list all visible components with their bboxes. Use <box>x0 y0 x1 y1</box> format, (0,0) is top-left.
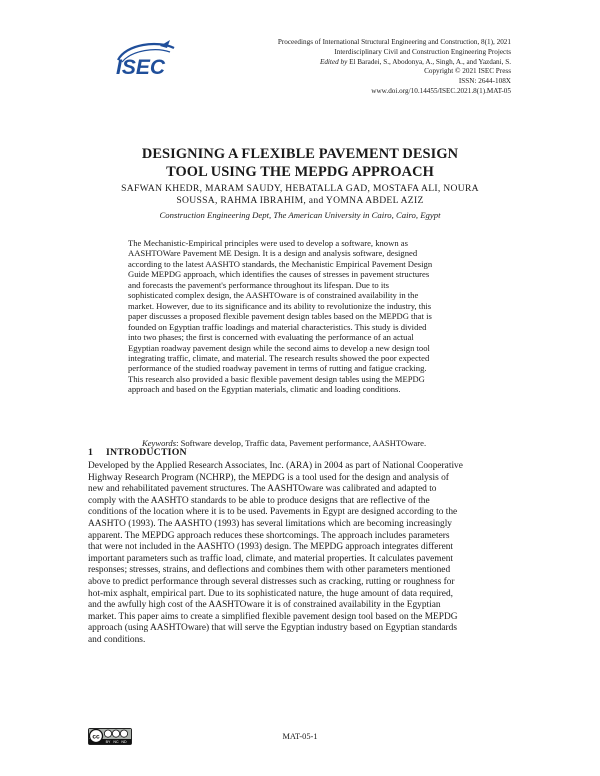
abstract-line: This research also provided a basic flexible pavement design tables using the MEPDG <box>128 373 425 384</box>
intro-line: apparent. The MEPDG approach reduces these shortcomings. The approach includes parameters <box>88 530 450 541</box>
section-title: INTRODUCTION <box>106 447 187 458</box>
abstract-line: according to the latest AASHTO standards, the Mechanistic Empirical Pavement Design <box>128 258 433 269</box>
intro-line: above to predict performance through several distresses such as cracking, rutting or roughness for <box>88 576 455 587</box>
abstract-line: integrating traffic, climate, and material. The research results showed the poor expected <box>128 352 430 363</box>
header-editors <box>211 58 511 68</box>
header-issn: ISSN: 2644-108X <box>458 77 511 86</box>
isec-logo-graphic <box>112 38 192 80</box>
title-line-2: TOOL USING THE MEPDG APPROACH <box>166 163 434 180</box>
intro-line: Highway Research Program (NCHRP), the MEPDG is a tool used for the design and analysis of <box>88 472 449 483</box>
paper-title <box>60 146 540 181</box>
logo-text: ISEC <box>116 56 166 79</box>
intro-line: new and rehabilitated pavement structures. The AASHTOware was calibrated and adapted to <box>88 484 437 495</box>
intro-line: Developed by the Applied Research Associates, Inc. (ARA) in 2004 as part of National Cooperative <box>88 461 463 471</box>
section-number: 1 <box>88 447 94 458</box>
abstract-line: approach and based on the Egyptian materials, climatic and loading conditions. <box>128 384 401 395</box>
header-series: Interdisciplinary Civil and Construction Engineering Projects <box>334 47 511 56</box>
abstract-line: paper discusses a proposed flexible pavement design tables based on the MEPDG that is <box>128 311 432 322</box>
authors-line-1: SAFWAN KHEDR, MARAM SAUDY, HEBATALLA GAD, MOSTAFA ALI, NOURA <box>121 183 479 194</box>
header-copyright: Copyright © 2021 ISEC Press <box>424 67 511 76</box>
abstract-line: performance of the studied roadway pavement in terms of rutting and fatigue cracking. <box>128 363 427 374</box>
abstract-line: Guide MEPDG approach, which identifies the causes of stresses in pavement structures <box>128 269 430 280</box>
keywords <box>142 438 482 448</box>
intro-line: AASHTO (1993). The AASHTO (1993) has several limitations which are becoming increasingly <box>88 518 452 529</box>
intro-line: responses; stresses, strains, and deflections and combines them with other parameters mentioned <box>88 565 451 576</box>
cc-by-nc-nd-icon <box>88 728 132 745</box>
abstract-line: into two phases; the first is concerned with evaluating the performance of an actual <box>128 332 414 343</box>
intro-line: hot-mix asphalt, empirical part. Due to its sophisticated nature, the huge amount of data required, <box>88 588 453 599</box>
intro-line: market. This paper aims to create a simplified flexible pavement design tool based on the MEPDG <box>88 611 458 622</box>
author-affiliation: Construction Engineering Dept, The American University in Cairo, Cairo, Egypt <box>159 210 441 220</box>
abstract-line: and forecasts the pavement's performance throughout its lifespan. Due to its <box>128 279 389 290</box>
cc-mark: cc <box>92 733 100 741</box>
abstract-line: market. However, due to its significance and its ability to revolutionize the industry, this <box>128 300 432 311</box>
abstract-line: Egyptian roadway pavement design while the second aims to develop a new design tool <box>128 342 430 353</box>
cc-nd-label: ND <box>121 740 127 744</box>
cc-by-label: BY <box>105 740 111 744</box>
isec-logo <box>112 38 192 80</box>
abstract-line: founded on Egyptian traffic loadings and material characteristics. This study is divided <box>128 321 427 332</box>
intro-line: important parameters such as traffic load, climate, and material properties. It calculates pavement <box>88 553 454 564</box>
cc-license-badge[interactable] <box>88 728 132 745</box>
abstract-line: sophisticated complex design, the AASHTOware is of constrained availability in the <box>128 290 419 301</box>
abstract-line: The Mechanistic-Empirical principles were used to develop a software, known as <box>128 238 408 248</box>
header-editor-names: El Baradei, S., Abodonya, A., Singh, A., and Yazdani, S. <box>349 57 511 66</box>
intro-line: approach (using AASHTOware) that will serve the Egyptian industry based on Egyptian standards <box>88 623 458 634</box>
intro-line: comply with the AASHTO standards to be able to produce designs that are reflective of the <box>88 495 430 506</box>
introduction-body <box>88 461 513 647</box>
proceedings-header <box>211 38 511 97</box>
intro-line: and conditions. <box>88 634 146 645</box>
page-number: MAT-05-1 <box>282 732 318 741</box>
abstract-line: AASHTOWare Pavement ME Design. It is a design and analysis software, designed <box>128 248 418 259</box>
intro-line: conditions of the location where it is to be used. Pavements in Egypt are designed according to the <box>88 507 458 518</box>
header-editor-prefix: Edited by <box>319 57 348 66</box>
keywords-label: Keywords <box>142 438 177 448</box>
title-line-1: DESIGNING A FLEXIBLE PAVEMENT DESIGN <box>141 146 459 162</box>
header-proceedings: Proceedings of International Structural Engineering and Construction, 8(1), 2021 <box>277 38 511 46</box>
cc-nc-label: NC <box>113 740 119 744</box>
intro-line: and the awfully high cost of the AASHTOware it is of constrained availability in the Egyptian <box>88 600 441 611</box>
author-list <box>60 183 540 208</box>
abstract <box>128 238 475 395</box>
authors-line-2: SOUSSA, RAHMA IBRAHIM, and YOMNA ABDEL AZIZ <box>176 195 424 207</box>
intro-line: that were not included in the AASHTO (1993) design. The MEPDG approach integrates different <box>88 542 454 553</box>
keywords-text: : Software develop, Traffic data, Pavement performance, AASHTOware. <box>176 438 427 448</box>
section-heading-introduction <box>88 447 187 458</box>
header-doi[interactable]: www.doi.org/10.14455/ISEC.2021.8(1).MAT-05 <box>371 86 511 95</box>
